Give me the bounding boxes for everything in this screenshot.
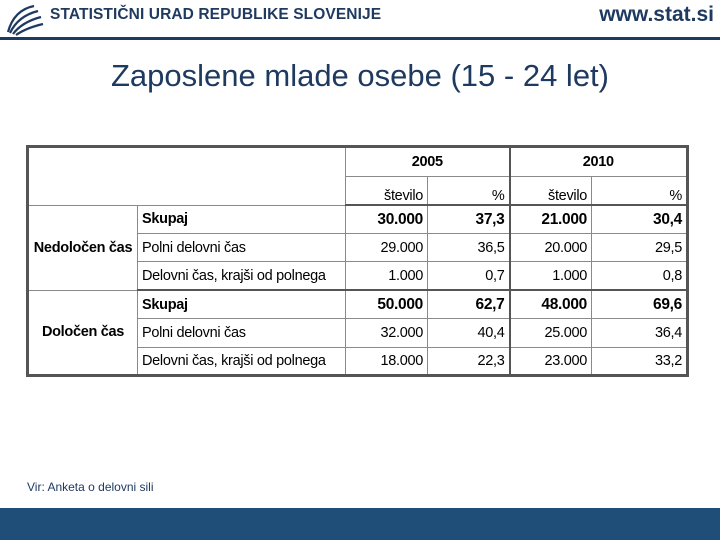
header [0,0,720,36]
unit-header: % [428,177,510,205]
table-cell: 21.000 [510,205,592,233]
row-label: Polni delovni čas [138,234,346,262]
row-label: Delovni čas, krajši od polnega [138,262,346,290]
site-url[interactable]: www.stat.si [599,3,714,26]
table-cell: 36,4 [592,319,688,347]
table-cell: 48.000 [510,290,592,318]
table-cell: 37,3 [428,205,510,233]
table-cell: 40,4 [428,319,510,347]
row-label: Delovni čas, krajši od polnega [138,347,346,375]
table-row [28,205,688,233]
footer-bar [0,508,720,540]
table-cell: 29.000 [346,234,428,262]
table-cell: 30,4 [592,205,688,233]
table-cell: 22,3 [428,347,510,375]
year-header: 2005 [346,147,510,177]
unit-header: število [510,177,592,205]
table-cell: 62,7 [428,290,510,318]
table-cell: 1.000 [346,262,428,290]
table-cell: 23.000 [510,347,592,375]
group-label: Nedoločen čas [28,205,138,290]
table-cell: 1.000 [510,262,592,290]
table-cell: 18.000 [346,347,428,375]
employment-table [26,145,689,377]
table-corner [28,147,346,206]
row-label: Polni delovni čas [138,319,346,347]
table-cell: 30.000 [346,205,428,233]
table-cell: 29,5 [592,234,688,262]
year-header: 2010 [510,147,688,177]
unit-header: število [346,177,428,205]
table-cell: 50.000 [346,290,428,318]
table-cell: 0,7 [428,262,510,290]
table-cell: 25.000 [510,319,592,347]
source-note: Vir: Anketa o delovni sili [27,480,154,494]
table-cell: 32.000 [346,319,428,347]
table-row [28,290,688,318]
header-divider [0,37,720,40]
table-cell: 0,8 [592,262,688,290]
slide-title: Zaposlene mlade osebe (15 - 24 let) [110,58,609,93]
table-cell: 20.000 [510,234,592,262]
table-cell: 36,5 [428,234,510,262]
unit-header: % [592,177,688,205]
organization-name: STATISTIČNI URAD REPUBLIKE SLOVENIJE [50,6,382,23]
table-cell: 33,2 [592,347,688,375]
table-cell: 69,6 [592,290,688,318]
surs-logo-icon [4,2,44,36]
row-label: Skupaj [138,205,346,233]
row-label: Skupaj [138,290,346,318]
year-header-row [28,147,688,177]
group-label: Določen čas [28,290,138,375]
